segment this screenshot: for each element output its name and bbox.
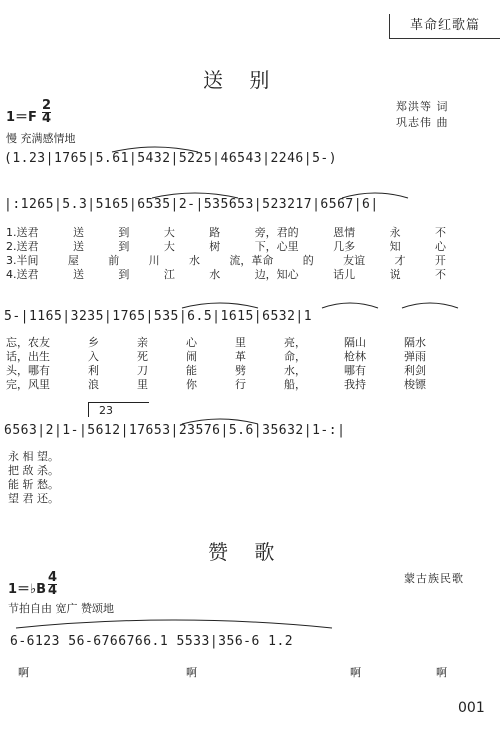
lyric: 心: [186, 336, 197, 349]
lyric: 死: [137, 350, 148, 363]
lyric: 路: [209, 226, 221, 239]
lyric: 里: [235, 336, 246, 349]
lyric: 船，: [284, 378, 306, 391]
lyric: 头，哪有: [6, 364, 50, 377]
lyric: 亮，: [284, 336, 306, 349]
notation-line: 6563|2|1-|5612|17653|23576|5.6|35632|1-:|: [4, 423, 346, 438]
tempo-marking: 慢 充满感情地: [6, 132, 76, 145]
lyric: 大: [163, 226, 175, 239]
notation-line: |:1265|5.3|5165|6535|2-|535653|523217|6567|6|: [4, 197, 379, 212]
lyric: 弹雨: [404, 350, 426, 363]
lyric: 命，: [284, 350, 306, 363]
lyric: 话，出生: [6, 350, 50, 363]
lyric-line: 把 敌 杀。: [8, 464, 59, 477]
lyric: 永: [389, 226, 401, 239]
lyric: 3.半间: [6, 254, 39, 267]
slur-mark: [180, 416, 260, 426]
slur-mark: [110, 144, 200, 154]
lyric: 的: [302, 254, 314, 267]
lyric: 亲: [137, 336, 148, 349]
lyric: 才: [394, 254, 406, 267]
lyric-line: 永 相 望。: [8, 450, 59, 463]
lyric: 川: [148, 254, 160, 267]
origin-credit: 蒙古族民歌: [404, 572, 464, 585]
lyric: 隔山: [344, 336, 366, 349]
slur-mark: [320, 300, 380, 310]
lyric: 啊: [186, 666, 197, 679]
lyric: 下，心里: [254, 240, 299, 253]
lyric: 浪: [88, 378, 99, 391]
slur-mark: [150, 190, 240, 200]
lyric: 友谊: [343, 254, 366, 267]
lyric: 知: [389, 240, 401, 253]
notation-line: 6-6123 56-6766766.1 5533|356-6 1.2: [10, 634, 294, 649]
time-signature: [42, 100, 51, 125]
lyric: 利剑: [404, 364, 426, 377]
lyricist-credit: 郑洪等 词: [396, 100, 449, 113]
slur-mark: [400, 300, 460, 310]
lyric: 水: [209, 268, 221, 281]
lyric: 前: [108, 254, 120, 267]
notation-line: (1.23|1765|5.61|5432|5225|46543|2246|5-): [4, 151, 338, 166]
lyric: 送: [72, 240, 84, 253]
lyric: 树: [209, 240, 221, 253]
lyric: 不: [435, 268, 446, 281]
lyric: 1.送君: [6, 226, 39, 239]
lyric: 话儿: [333, 268, 356, 281]
lyric-line: 能 斩 愁。: [8, 478, 59, 491]
lyric: 忘，农友: [6, 336, 50, 349]
volta-bracket: [88, 402, 149, 417]
lyric: 到: [118, 226, 130, 239]
lyric: 闹: [186, 350, 197, 363]
lyric: 里: [137, 378, 148, 391]
lyric: 流，革命: [229, 254, 274, 267]
lyric: 边，知心: [254, 268, 299, 281]
lyric: 4.送君: [6, 268, 39, 281]
lyric: 到: [118, 240, 130, 253]
time-signature-top: 2: [42, 98, 52, 113]
lyric: 心: [435, 240, 446, 253]
lyric: 送: [72, 226, 84, 239]
tempo-marking: 节拍自由 宽广 赞颂地: [8, 602, 114, 615]
song-title: 赞 歌: [208, 540, 285, 564]
lyric: 恩情: [333, 226, 356, 239]
slur-mark: [340, 190, 410, 200]
lyric: 隔水: [404, 336, 426, 349]
key-signature: 1＝F: [6, 110, 37, 125]
lyric: 我持: [344, 378, 366, 391]
lyric: 屋: [67, 254, 79, 267]
lyric: 不: [435, 226, 446, 239]
time-signature-bottom: 4: [42, 111, 52, 126]
category-tag: 革命红歌篇: [389, 14, 500, 39]
lyric: 利: [88, 364, 99, 377]
song-title: 送 别: [203, 68, 280, 92]
composer-credit: 巩志伟 曲: [396, 116, 449, 129]
lyric: 枪林: [344, 350, 366, 363]
lyric: 你: [186, 378, 197, 391]
lyric: 啊: [436, 666, 447, 679]
lyric-line: 望 君 还。: [8, 492, 59, 505]
lyric: 革: [235, 350, 246, 363]
lyric: 啊: [350, 666, 361, 679]
lyric: 到: [118, 268, 130, 281]
volta-label: 23: [99, 404, 113, 417]
lyric: 水，: [284, 364, 306, 377]
slur-mark: [14, 618, 334, 630]
time-signature: [48, 572, 57, 597]
lyric: 送: [72, 268, 84, 281]
lyric-line: [6, 266, 446, 282]
lyric: 完，风里: [6, 378, 50, 391]
lyric: 江: [163, 268, 175, 281]
lyric: 说: [389, 268, 401, 281]
lyric: 水: [189, 254, 200, 267]
lyric: 啊: [18, 666, 29, 679]
lyric: 哪有: [344, 364, 366, 377]
lyric: 刀: [137, 364, 148, 377]
lyric: 劈: [235, 364, 246, 377]
lyric: 旁，君的: [254, 226, 299, 239]
lyric: 2.送君: [6, 240, 39, 253]
notation-line: 5-|1165|3235|1765|535|6.5|1615|6532|1: [4, 309, 313, 324]
time-signature-top: 4: [48, 570, 58, 585]
lyric: 开: [434, 254, 446, 267]
key-signature: 1＝♭B: [8, 582, 47, 597]
slur-mark: [180, 300, 260, 310]
lyric: 乡: [88, 336, 99, 349]
lyric: 能: [186, 364, 197, 377]
lyric: 行: [235, 378, 246, 391]
lyric: 几多: [333, 240, 356, 253]
lyric: 梭镖: [404, 378, 426, 391]
time-signature-bottom: 4: [48, 583, 58, 598]
lyric: 大: [163, 240, 175, 253]
page-number: 001: [458, 700, 485, 716]
lyric: 入: [88, 350, 99, 363]
lyric-line: [6, 376, 426, 392]
